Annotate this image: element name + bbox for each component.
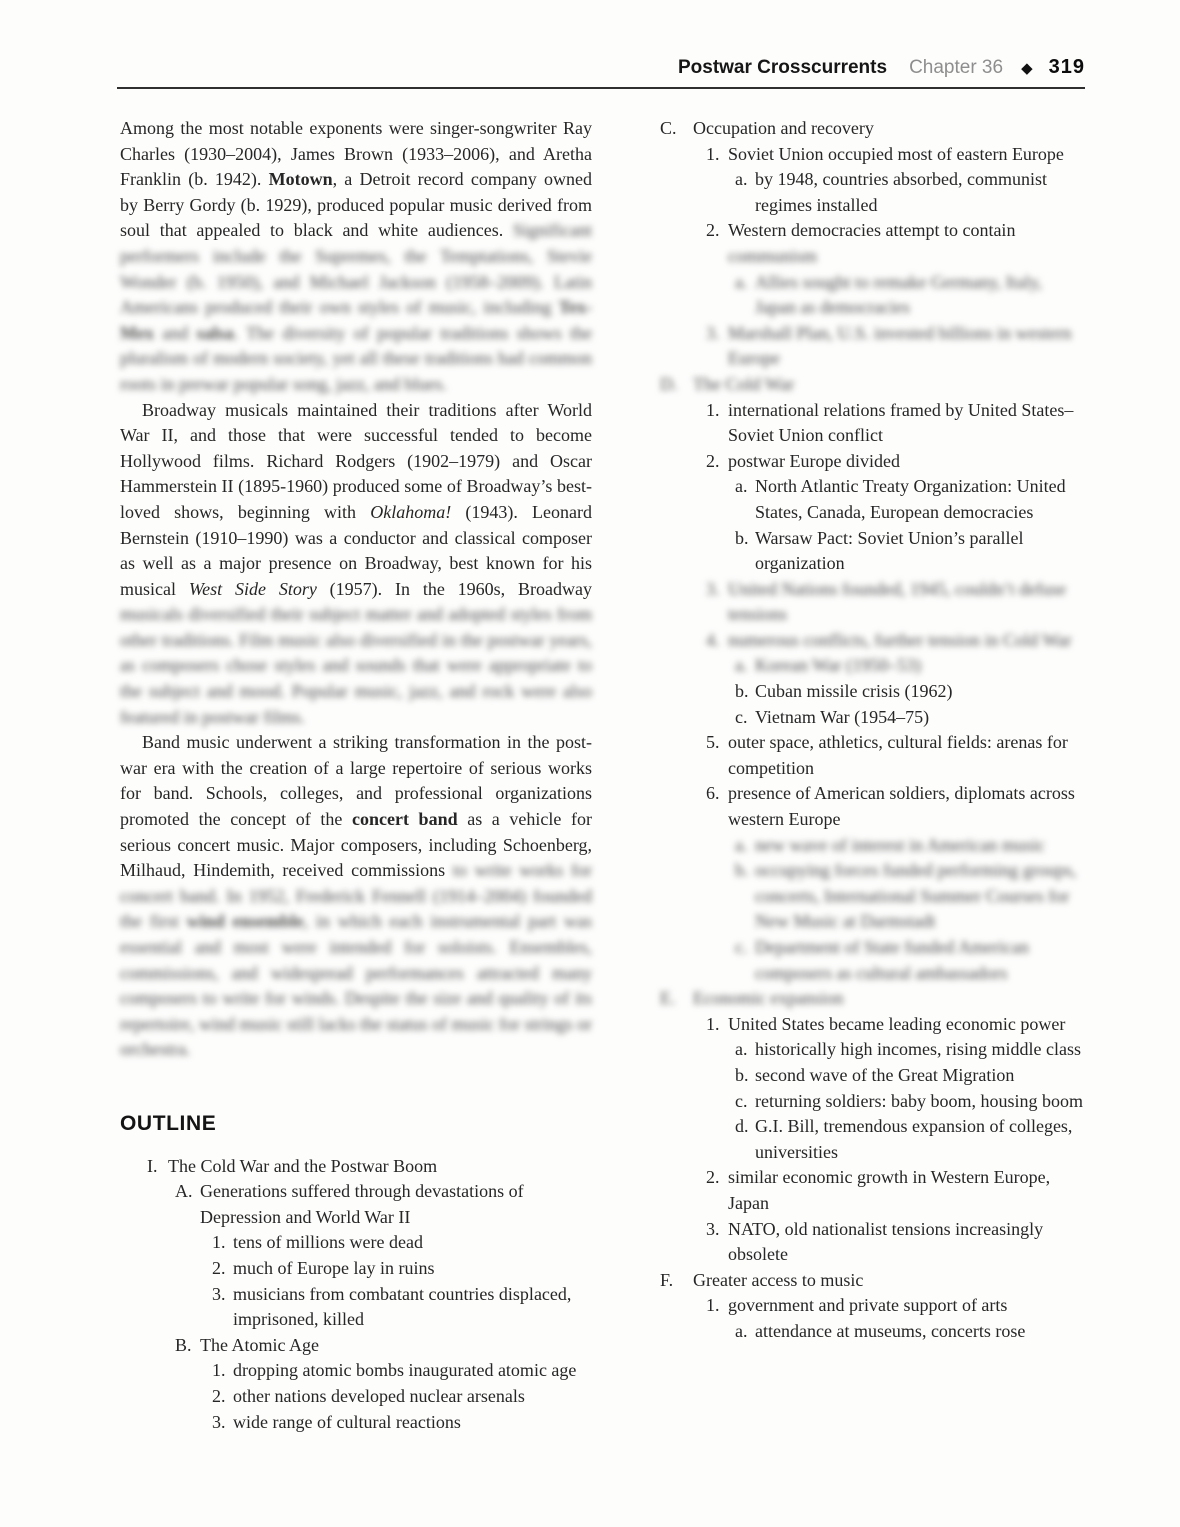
outline-marker: 6.: [706, 783, 720, 804]
outline-marker: 1.: [706, 1013, 720, 1034]
paragraph-soul-motown: Among the most notable exponents were singer-songwriter Ray Charles (1930–2004), James Brown (1933–2006), and Aretha Franklin (b. 1942). Motown, a Detroit record company owned by Berry Gordy (b. 1929), produced popular music derived from soul that appealed to black and white audiences. Significant performers include the Supremes, the Temptations, Stevie Wonder (b. 1950), and Michael Jackson (1958–2009). Latin Americans produced their own styles of music, including Tex-Mex and salsa. The diversity of popular traditions shows the pluralism of modern society, yet all these traditions had common roots in prewar popular song, jazz, and blues.: [120, 118, 592, 394]
outline-heading: OUTLINE: [120, 1111, 217, 1135]
outline-text: outer space, athletics, cultural fields: arenas for competition: [728, 732, 1068, 778]
outline-marker: a.: [735, 1039, 748, 1060]
outline-marker: b.: [735, 527, 749, 548]
outline-item: [660, 1114, 1085, 1165]
outline-marker: C.: [660, 118, 677, 138]
outline-marker: D.: [660, 373, 678, 394]
outline-item: [660, 321, 1085, 372]
outline-item: [120, 1384, 592, 1410]
outline-item: [660, 270, 1085, 321]
outline-text: United Nations founded, 1945, couldn’t defuse tensions: [728, 578, 1067, 625]
outline-item: [660, 833, 1085, 859]
outline-marker: 3.: [706, 578, 720, 599]
outline-text: The Atomic Age: [200, 1334, 319, 1355]
outline-item: [660, 705, 1085, 731]
outline-marker: b.: [735, 681, 749, 702]
outline-text: Cuban missile crisis (1962): [755, 681, 953, 702]
outline-text: wide range of cultural reactions: [233, 1411, 461, 1432]
outline-text: Economic expansion: [693, 988, 844, 1009]
outline-marker: c.: [735, 1090, 748, 1111]
outline-marker: 3.: [706, 322, 720, 343]
outline-marker: 2.: [212, 1257, 226, 1278]
outline-item: [120, 1179, 592, 1230]
paragraph-broadway-film: Broadway musicals maintained their traditions after World War II, and those that were successful tended to become Hollywood films. Richard Rodgers (1902–1979) and Oscar Hammerstein II (1895-1960) produced some of Broadway’s best-loved shows, beginning with Oklahoma! (1943). Leonard Bernstein (1910–1990) was a conductor and classical composer as well as a major presence on Broadway, best known for his musical West Side Story (1957). In the 1960s, Broadway musicals diversified their subject matter and adopted styles from other traditions. Film music also diversified in the postwar years, as composers chose styles and sounds that were appropriate to the subject and mood. Popular music, jazz, and rock were also featured in postwar films.: [120, 399, 592, 727]
outline-item: [660, 1165, 1085, 1216]
outline-item: [660, 218, 1085, 269]
outline-marker: 2.: [706, 220, 720, 241]
outline-text: postwar Europe divided: [728, 450, 900, 471]
page-number: 319: [1048, 56, 1085, 78]
outline-item: [660, 474, 1085, 525]
outline-marker: c.: [735, 937, 748, 957]
outline-text: Korean War (1950–53): [755, 655, 922, 676]
outline-text: similar economic growth in Western Europe, Japan: [728, 1167, 1051, 1213]
outline-text: tens of millions were dead: [233, 1232, 423, 1253]
outline-marker: 1.: [706, 1295, 720, 1316]
outline-item: [660, 1063, 1085, 1089]
outline-text: much of Europe lay in ruins: [233, 1257, 435, 1278]
outline-item: [660, 1012, 1085, 1038]
outline-item: [660, 858, 1085, 935]
outline-marker: a.: [735, 169, 748, 190]
outline-item: [660, 935, 1085, 986]
outline-text: Generations suffered through devastations of Depression and World War II: [200, 1181, 524, 1227]
outline-text: musicians from combatant countries displaced, imprisoned, killed: [233, 1283, 572, 1330]
left-paragraphs: [120, 116, 592, 1063]
outline-item: [660, 986, 1085, 1012]
outline-item: [120, 1282, 592, 1333]
outline-item: [660, 1037, 1085, 1063]
header-rule: [117, 87, 1085, 89]
outline-text: Greater access to music: [693, 1269, 864, 1290]
outline-text: other nations developed nuclear arsenals: [233, 1385, 525, 1406]
outline-item: [660, 449, 1085, 475]
outline-marker: 1.: [212, 1360, 226, 1381]
outline-item: [660, 1293, 1085, 1319]
outline-item: [120, 1154, 592, 1180]
outline-text: Marshall Plan, U.S. invested billions in western Europe: [728, 322, 1072, 369]
right-column: [660, 116, 1085, 1345]
outline-marker: 5.: [706, 732, 720, 753]
outline-text: The Cold War: [693, 373, 795, 394]
outline-text: NATO, old nationalist tensions increasingly obsolete: [728, 1218, 1044, 1265]
outline-marker: b.: [735, 860, 749, 881]
outline-marker: 3.: [212, 1283, 226, 1304]
outline-marker: 1.: [706, 399, 720, 420]
outline-text: dropping atomic bombs inaugurated atomic age: [233, 1360, 577, 1381]
outline-item: [660, 1089, 1085, 1115]
outline-item: [660, 781, 1085, 832]
outline-text: Soviet Union occupied most of eastern Europe: [728, 143, 1064, 164]
running-head-chapter: Chapter 36: [909, 57, 1004, 78]
outline-text: Vietnam War (1954–75): [755, 706, 930, 727]
left-column: [120, 116, 592, 1435]
outline-marker: a.: [735, 1320, 748, 1341]
outline-marker: E.: [660, 988, 676, 1009]
outline-text: second wave of the Great Migration: [755, 1064, 1015, 1085]
outline-item: [660, 372, 1085, 398]
outline-text: occupying forces funded performing groups, concerts, International Summer Courses for New Music at Darmstadt: [755, 860, 1077, 932]
outline-text: returning soldiers: baby boom, housing boom: [755, 1090, 1083, 1111]
outline-marker: a.: [735, 834, 748, 855]
outline-text: presence of American soldiers, diplomats across western Europe: [728, 783, 1075, 830]
outline-marker: 1.: [706, 143, 720, 164]
outline-marker: B.: [175, 1334, 192, 1355]
outline-marker: 3.: [706, 1218, 720, 1239]
outline-item: [660, 167, 1085, 218]
outline-text: The Cold War and the Postwar Boom: [168, 1155, 438, 1176]
outline-text: by 1948, countries absorbed, communist regimes installed: [755, 169, 1047, 215]
running-head: [117, 56, 1085, 79]
outline-text: Occupation and recovery: [693, 118, 874, 138]
outline-text: government and private support of arts: [728, 1295, 1008, 1316]
outline-text: Western democracies attempt to contain communism: [728, 220, 1016, 266]
running-head-title: Postwar Crosscurrents: [677, 57, 888, 78]
outline-text: Allies sought to remake Germany, Italy, Japan as democracies: [755, 271, 1043, 318]
outline-text: new wave of interest in American music: [755, 834, 1045, 855]
outline-text: historically high incomes, rising middle class: [755, 1039, 1081, 1060]
outline-marker: 2.: [706, 1167, 720, 1188]
outline-marker: 4.: [706, 629, 720, 650]
outline-text: attendance at museums, concerts rose: [755, 1320, 1026, 1341]
outline-item: [120, 1358, 592, 1384]
outline-text: Warsaw Pact: Soviet Union’s parallel organization: [755, 527, 1024, 574]
outline-marker: d.: [735, 1116, 749, 1137]
outline-item: [120, 1333, 592, 1359]
outline-marker: a.: [735, 271, 748, 292]
outline-item: [120, 1410, 592, 1436]
outline-marker: 3.: [212, 1411, 226, 1432]
outline-item: [660, 142, 1085, 168]
outline-item: [660, 577, 1085, 628]
outline-marker: 1.: [212, 1232, 226, 1253]
outline-marker: 2.: [706, 450, 720, 471]
outline-marker: a.: [735, 655, 748, 676]
outline-item: [660, 628, 1085, 654]
outline-item: [660, 398, 1085, 449]
outline-marker: I.: [147, 1155, 158, 1176]
diamond-icon: ◆: [1021, 60, 1033, 77]
outline-marker: b.: [735, 1064, 749, 1085]
outline-marker: F.: [660, 1269, 674, 1290]
outline-item: [660, 653, 1085, 679]
outline-text: G.I. Bill, tremendous expansion of colleges, universities: [755, 1116, 1073, 1162]
outline-text: Department of State funded American composers as cultural ambassadors: [755, 937, 1029, 983]
outline-text: numerous conflicts, further tension in Cold War: [728, 629, 1072, 650]
outline-item: [660, 1268, 1085, 1294]
outline-item: [660, 526, 1085, 577]
outline-list-right: [660, 116, 1085, 1345]
outline-list-left: [120, 1154, 592, 1436]
outline-marker: a.: [735, 476, 748, 497]
outline-item: [660, 679, 1085, 705]
outline-marker: 2.: [212, 1385, 226, 1406]
outline-item: [660, 1319, 1085, 1345]
outline-item: [660, 116, 1085, 142]
paragraph-band-music: Band music underwent a striking transformation in the post-war era with the creation of a large repertoire of serious works for band. Schools, colleges, and professional organizations promoted the concept of the concert band as a vehicle for serious concert music. Major composers, including Schoenberg, Milhaud, Hindemith, received commissions to write works for concert band. In 1952, Frederick Fennell (1914–2004) founded the first wind ensemble, in which each instrumental part was essential and most were intended for soloists. Ensembles, commissions, and widespread performances attracted many composers to write for winds. Despite the size and quality of its repertoire, wind music still lacks the status of music for strings or orchestra.: [120, 732, 592, 1060]
outline-marker: A.: [175, 1181, 193, 1202]
outline-item: [660, 1217, 1085, 1268]
outline-marker: c.: [735, 706, 748, 727]
outline-item: [120, 1256, 592, 1282]
outline-text: United States became leading economic power: [728, 1013, 1066, 1034]
outline-item: [120, 1230, 592, 1256]
outline-text: international relations framed by United States–Soviet Union conflict: [728, 399, 1074, 446]
outline-item: [660, 730, 1085, 781]
outline-text: North Atlantic Treaty Organization: United States, Canada, European democracies: [755, 476, 1066, 522]
